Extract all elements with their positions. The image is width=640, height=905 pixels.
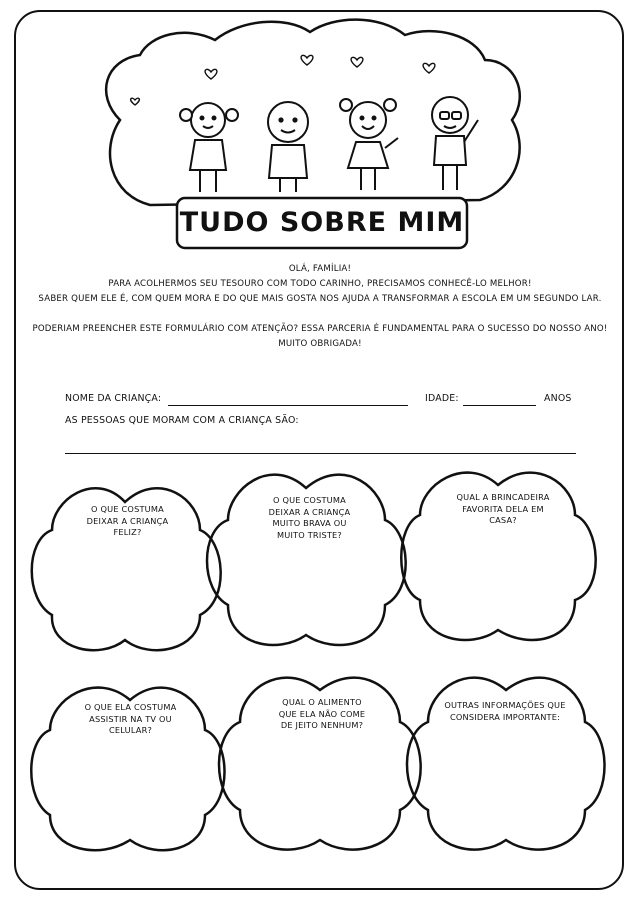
kid-figures	[180, 97, 478, 192]
question-tv-phone: O QUE ELA COSTUMA ASSISTIR NA TV OU CELULAR?	[84, 702, 177, 735]
page-title: TUDO SOBRE MIM	[179, 207, 465, 238]
question-favorite-game: QUAL A BRINCADEIRA FAVORITA DELA EM CASA?	[456, 492, 550, 525]
intro-line-3: PODERIAM PREENCHER ESTE FORMULÁRIO COM ATENÇÃO? ESSA PARCERIA É FUNDAMENTAL PARA O SUCESSO DO NOSSO ANO!	[32, 324, 608, 334]
intro-block	[20, 262, 620, 352]
age-label: IDADE:	[425, 393, 459, 404]
age-field[interactable]	[463, 405, 536, 406]
question-disliked-food: QUAL O ALIMENTO QUE ELA NÃO COME DE JEITO NENHUM?	[278, 697, 366, 730]
question-happy: O QUE COSTUMA DEIXAR A CRIANÇA FELIZ?	[86, 504, 169, 537]
heart-icon	[131, 55, 435, 105]
question-angry-sad: O QUE COSTUMA DEIXAR A CRIANÇA MUITO BRAVA OU MUITO TRISTE?	[268, 495, 351, 540]
child-name-field[interactable]	[168, 405, 408, 406]
intro-greeting: OLÁ, FAMÍLIA!	[288, 264, 352, 274]
household-label: AS PESSOAS QUE MORAM COM A CRIANÇA SÃO:	[65, 415, 299, 426]
question-other-info: OUTRAS INFORMAÇÕES QUE CONSIDERA IMPORTANTE:	[444, 700, 566, 722]
child-name-label: NOME DA CRIANÇA:	[65, 393, 162, 404]
years-label: ANOS	[544, 393, 572, 404]
intro-line-1: PARA ACOLHERMOS SEU TESOURO COM TODO CARINHO, PRECISAMOS CONHECÊ-LO MELHOR!	[108, 279, 532, 289]
household-field[interactable]	[65, 453, 576, 454]
intro-line-4: MUITO OBRIGADA!	[278, 339, 362, 349]
intro-line-2: SABER QUEM ELE É, COM QUEM MORA E DO QUE MAIS GOSTA NOS AJUDA A TRANSFORMAR A ESCOLA EM UM SEGUNDO LAR.	[38, 294, 602, 304]
